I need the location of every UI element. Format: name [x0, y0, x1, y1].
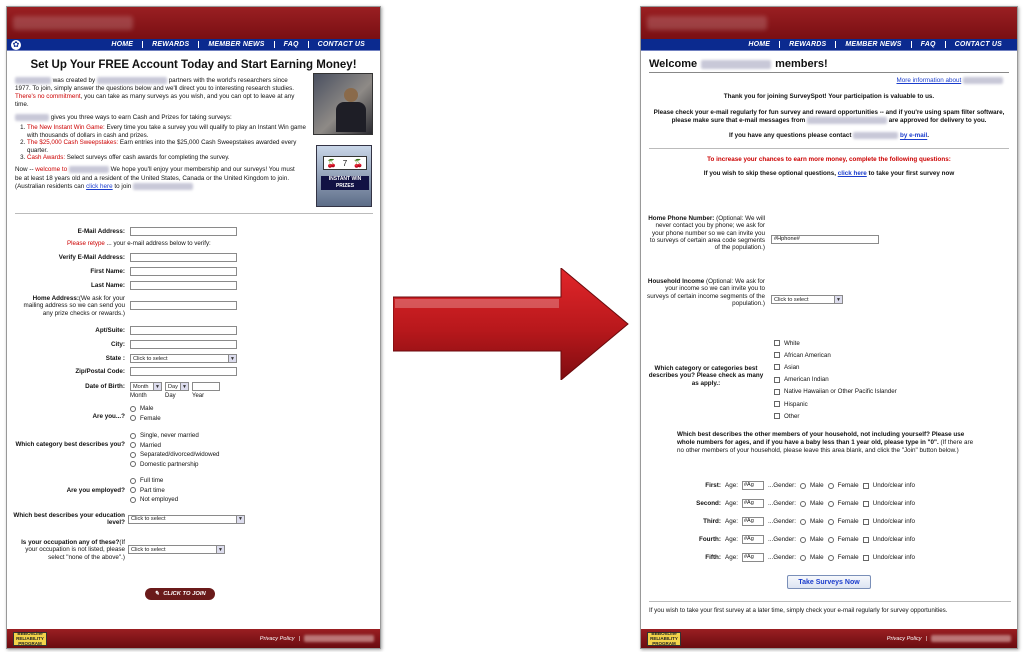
- big-right-arrow-icon: [393, 268, 630, 380]
- age-field[interactable]: #Ag: [742, 499, 764, 508]
- site-banner: [641, 7, 1017, 39]
- member-row-fourth: Fourth: Age: #Ag ...Gender: Male Female Undo/clear info: [698, 536, 915, 543]
- radio-male[interactable]: [800, 519, 806, 525]
- undo-checkbox[interactable]: [863, 483, 869, 489]
- check-email-text: Please check your e-mail regularly for fun survey and reward opportunities -- and if you're using spam filter software, please make sure that e-mail messages from are approved for delivery to you.: [653, 109, 1005, 125]
- last-name-field[interactable]: [130, 281, 237, 290]
- email-field[interactable]: [130, 227, 237, 236]
- undo-checkbox[interactable]: [863, 555, 869, 561]
- occupation-label: Is your occupation any of these?(If your occupation is not listed, please select "none of the above".): [21, 539, 125, 561]
- nav-faq[interactable]: FAQ: [275, 41, 309, 48]
- site-logo[interactable]: [13, 16, 133, 30]
- checkbox-asian[interactable]: Asian: [774, 361, 897, 373]
- radio-male[interactable]: [800, 537, 806, 543]
- radio-male[interactable]: [800, 555, 806, 561]
- age-field[interactable]: #Ag: [742, 553, 764, 562]
- employed-options: [130, 476, 178, 505]
- nav-bar: [641, 39, 1017, 51]
- member-photo: [313, 73, 373, 135]
- home-address-label: Home Address:(We ask for your mailing address so we can send you any prize checks or rewards.): [23, 295, 125, 317]
- pencil-icon: ✎: [154, 591, 160, 597]
- checkbox-american-indian[interactable]: American Indian: [774, 374, 897, 386]
- privacy-policy-link[interactable]: Privacy Policy: [886, 635, 922, 642]
- radio-male[interactable]: Male: [130, 404, 161, 414]
- radio-domestic[interactable]: Domestic partnership: [130, 460, 219, 470]
- undo-checkbox[interactable]: [863, 501, 869, 507]
- checkbox-other[interactable]: Other: [774, 410, 897, 422]
- more-info-link[interactable]: More information about: [896, 77, 962, 85]
- chevron-down-icon: ▼: [834, 296, 842, 303]
- gender-options: [130, 404, 161, 423]
- city-field[interactable]: [130, 340, 237, 349]
- state-select[interactable]: Click to select ▼: [130, 354, 237, 363]
- age-field[interactable]: #Ag: [742, 535, 764, 544]
- skip-link[interactable]: click here: [837, 169, 867, 177]
- dob-day-select[interactable]: Day ▼: [165, 382, 189, 391]
- radio-male[interactable]: [800, 501, 806, 507]
- member-row-second: Second: Age: #Ag ...Gender: Male Female Undo/clear info: [696, 500, 915, 507]
- checkbox-hispanic[interactable]: Hispanic: [774, 398, 897, 410]
- list-item: 2. The $25,000 Cash Sweepstakes: Earn entries into the $25,000 Cash Sweepstakes awarded every quarter.: [27, 139, 317, 154]
- slot-machine-image: 🍒 7 🍒 INSTANT WIN PRIZES: [316, 145, 372, 207]
- year-caption: Year: [192, 393, 205, 399]
- verify-email-field[interactable]: [130, 253, 237, 262]
- divider: [15, 213, 373, 214]
- welcome-page: [640, 6, 1018, 649]
- gear-icon: ✿: [12, 40, 20, 49]
- questions-text: If you have any questions please contact by e-mail.: [728, 132, 930, 140]
- increase-chances-text: To increase your chances to earn more money, complete the following questions:: [707, 155, 951, 163]
- welcome-paragraph: Now -- welcome to We hope you'll enjoy your membership and our surveys! You must be at least 18 years old and a resident of the United States, Canada or the United Kingdom to join. (Australian residents can click here to join: [15, 166, 295, 190]
- gender-label: Are you...?: [92, 413, 125, 420]
- nav-contact-us[interactable]: CONTACT US: [317, 41, 365, 48]
- email-label: E-Mail Address:: [77, 227, 125, 235]
- bbb-logo[interactable]: BBBOnLine RELIABILITY PROGRAM: [13, 632, 47, 646]
- first-name-field[interactable]: [130, 267, 237, 276]
- verify-email-label: Verify E-Mail Address:: [58, 253, 125, 261]
- footer: BBBOnLine RELIABILITY PROGRAM Privacy Policy |: [641, 629, 1017, 648]
- radio-separated[interactable]: Separated/divorced/widowed: [130, 450, 219, 460]
- dob-month-select[interactable]: Month ▼: [130, 382, 162, 391]
- ways-paragraph: gives you three ways to earn Cash and Prizes for taking surveys:: [7, 114, 307, 122]
- race-options: [774, 337, 897, 422]
- last-name-label: Last Name:: [91, 281, 125, 289]
- retype-text: ... your e-mail address below to verify:: [106, 240, 211, 247]
- education-label: Which best describes your education level?: [13, 512, 125, 527]
- apt-suite-label: Apt/Suite:: [95, 326, 125, 334]
- chevron-down-icon: ▼: [180, 383, 188, 390]
- radio-not-employed[interactable]: Not employed: [130, 495, 178, 505]
- zip-label: Zip/Postal Code:: [75, 367, 125, 375]
- intro-paragraph: was created by partners with the world's researchers since 1977. To join, simply answer the questions below and we'll direct you to interesting research studies. There's no commitment, you can take as many surveys as you wish, and you can opt to leave at any time.: [15, 77, 295, 109]
- page-title: Set Up Your FREE Account Today and Start Earning Money!: [30, 59, 357, 71]
- member-row-fifth: Fifth: Age: #Ag ...Gender: Male Female Undo/clear info: [705, 554, 915, 561]
- chevron-down-icon: ▼: [216, 546, 224, 553]
- dob-label: Date of Birth:: [85, 382, 125, 390]
- dob-year-field[interactable]: [192, 382, 220, 391]
- radio-female[interactable]: [828, 519, 834, 525]
- list-item: 3. Cash Awards: Select surveys offer cash awards for completing the survey.: [27, 154, 317, 161]
- radio-male[interactable]: [800, 483, 806, 489]
- first-name-label: First Name:: [90, 267, 125, 275]
- footer: BBBOnLine RELIABILITY PROGRAM Privacy Policy |: [7, 629, 380, 648]
- radio-married[interactable]: Married: [130, 441, 219, 451]
- nav-home[interactable]: HOME: [739, 41, 780, 48]
- welcome-heading: Welcome members!: [649, 58, 828, 70]
- radio-full-time[interactable]: Full time: [130, 476, 178, 486]
- undo-checkbox[interactable]: [863, 519, 869, 525]
- privacy-policy-link[interactable]: Privacy Policy: [259, 635, 295, 642]
- undo-checkbox[interactable]: [863, 537, 869, 543]
- chevron-down-icon: ▼: [153, 383, 161, 390]
- member-row-first: First: Age: #Ag ...Gender: Male Female Undo/clear info: [705, 482, 915, 489]
- day-caption: Day: [165, 393, 176, 399]
- education-select[interactable]: Click to select ▼: [128, 515, 245, 524]
- marital-label: Which category best describes you?: [15, 441, 125, 448]
- site-logo[interactable]: [647, 16, 767, 30]
- radio-female[interactable]: Female: [130, 414, 161, 424]
- thanks-text: Thank you for joining SurveySpot! Your participation is valuable to us.: [723, 93, 935, 101]
- list-item: 1. The New Instant Win Game: Every time you take a survey you will qualify to play an Instant Win game with thousands of dollars in cash and prizes.: [27, 124, 317, 139]
- click-to-join-button[interactable]: ✎ CLICK TO JOIN: [145, 588, 215, 600]
- marital-options: [130, 431, 219, 469]
- home-address-field[interactable]: [130, 301, 237, 310]
- phone-label: Home Phone Number: (Optional: We will never contact you by phone; we ask for your phone number so we can invite you to surveys of certain area code segments of the population.): [648, 215, 765, 252]
- nav-bar: [7, 39, 380, 51]
- checkbox-african-american[interactable]: African American: [774, 349, 897, 361]
- home-phone-field[interactable]: #Hphone#: [771, 235, 879, 244]
- city-label: City:: [111, 340, 125, 348]
- member-row-third: Third: Age: #Ag ...Gender: Male Female Undo/clear info: [703, 518, 915, 525]
- nav-rewards[interactable]: REWARDS: [143, 41, 199, 48]
- nav-rewards[interactable]: REWARDS: [780, 41, 836, 48]
- chevron-down-icon: ▼: [236, 516, 244, 523]
- nav-home[interactable]: HOME: [102, 41, 143, 48]
- ways-list: [27, 124, 317, 161]
- zip-field[interactable]: [130, 367, 237, 376]
- radio-part-time[interactable]: Part time: [130, 486, 178, 496]
- nav-member-news[interactable]: MEMBER NEWS: [836, 41, 911, 48]
- occupation-select[interactable]: Click to select ▼: [128, 545, 225, 554]
- income-label: Household Income (Optional: We ask for your income so we can invite you to surveys of certain income segments of the population.): [647, 278, 765, 307]
- age-field[interactable]: #Ag: [742, 481, 764, 490]
- radio-female[interactable]: [828, 555, 834, 561]
- chevron-down-icon: ▼: [228, 355, 236, 362]
- email-contact-link[interactable]: by e-mail: [899, 132, 928, 140]
- radio-single[interactable]: Single, never married: [130, 431, 219, 441]
- later-text: If you wish to take your first survey at a later time, simply check your e-mail regularly for survey opportunities.: [649, 607, 948, 614]
- take-surveys-now-button[interactable]: Take Surveys Now: [787, 575, 871, 589]
- radio-female[interactable]: [828, 537, 834, 543]
- site-banner: [7, 7, 380, 39]
- checkbox-native-hawaiian[interactable]: Native Hawaiian or Other Pacific Islander: [774, 386, 897, 398]
- nav-member-news[interactable]: MEMBER NEWS: [199, 41, 274, 48]
- australia-link[interactable]: click here: [86, 182, 113, 190]
- age-field[interactable]: #Ag: [742, 517, 764, 526]
- race-label: Which category or categories best describes you? Please check as many as apply.:: [648, 365, 764, 387]
- bbb-logo[interactable]: BBBOnLine RELIABILITY PROGRAM: [647, 632, 681, 646]
- radio-female[interactable]: [828, 501, 834, 507]
- skip-text: If you wish to skip these optional questions, click here to take your first survey now: [703, 169, 955, 177]
- radio-female[interactable]: [828, 483, 834, 489]
- income-select[interactable]: Click to select ▼: [771, 295, 843, 304]
- employed-label: Are you employed?: [66, 487, 125, 494]
- signup-page: [6, 6, 381, 649]
- month-caption: Month: [130, 393, 147, 399]
- checkbox-white[interactable]: White: [774, 337, 897, 349]
- apt-suite-field[interactable]: [130, 326, 237, 335]
- nav-contact-us[interactable]: CONTACT US: [954, 41, 1002, 48]
- household-text: Which best describes the other members of your household, not including yourself? Please use whole numbers for ages, and if you have a baby less than 1 year old, please type in "0". (If there are no other members of your household, please leave this area blank, and click the "Join" button below.): [677, 431, 974, 454]
- nav-faq[interactable]: FAQ: [912, 41, 946, 48]
- retype-warning: Please retype: [67, 240, 105, 247]
- state-label: State :: [105, 354, 125, 362]
